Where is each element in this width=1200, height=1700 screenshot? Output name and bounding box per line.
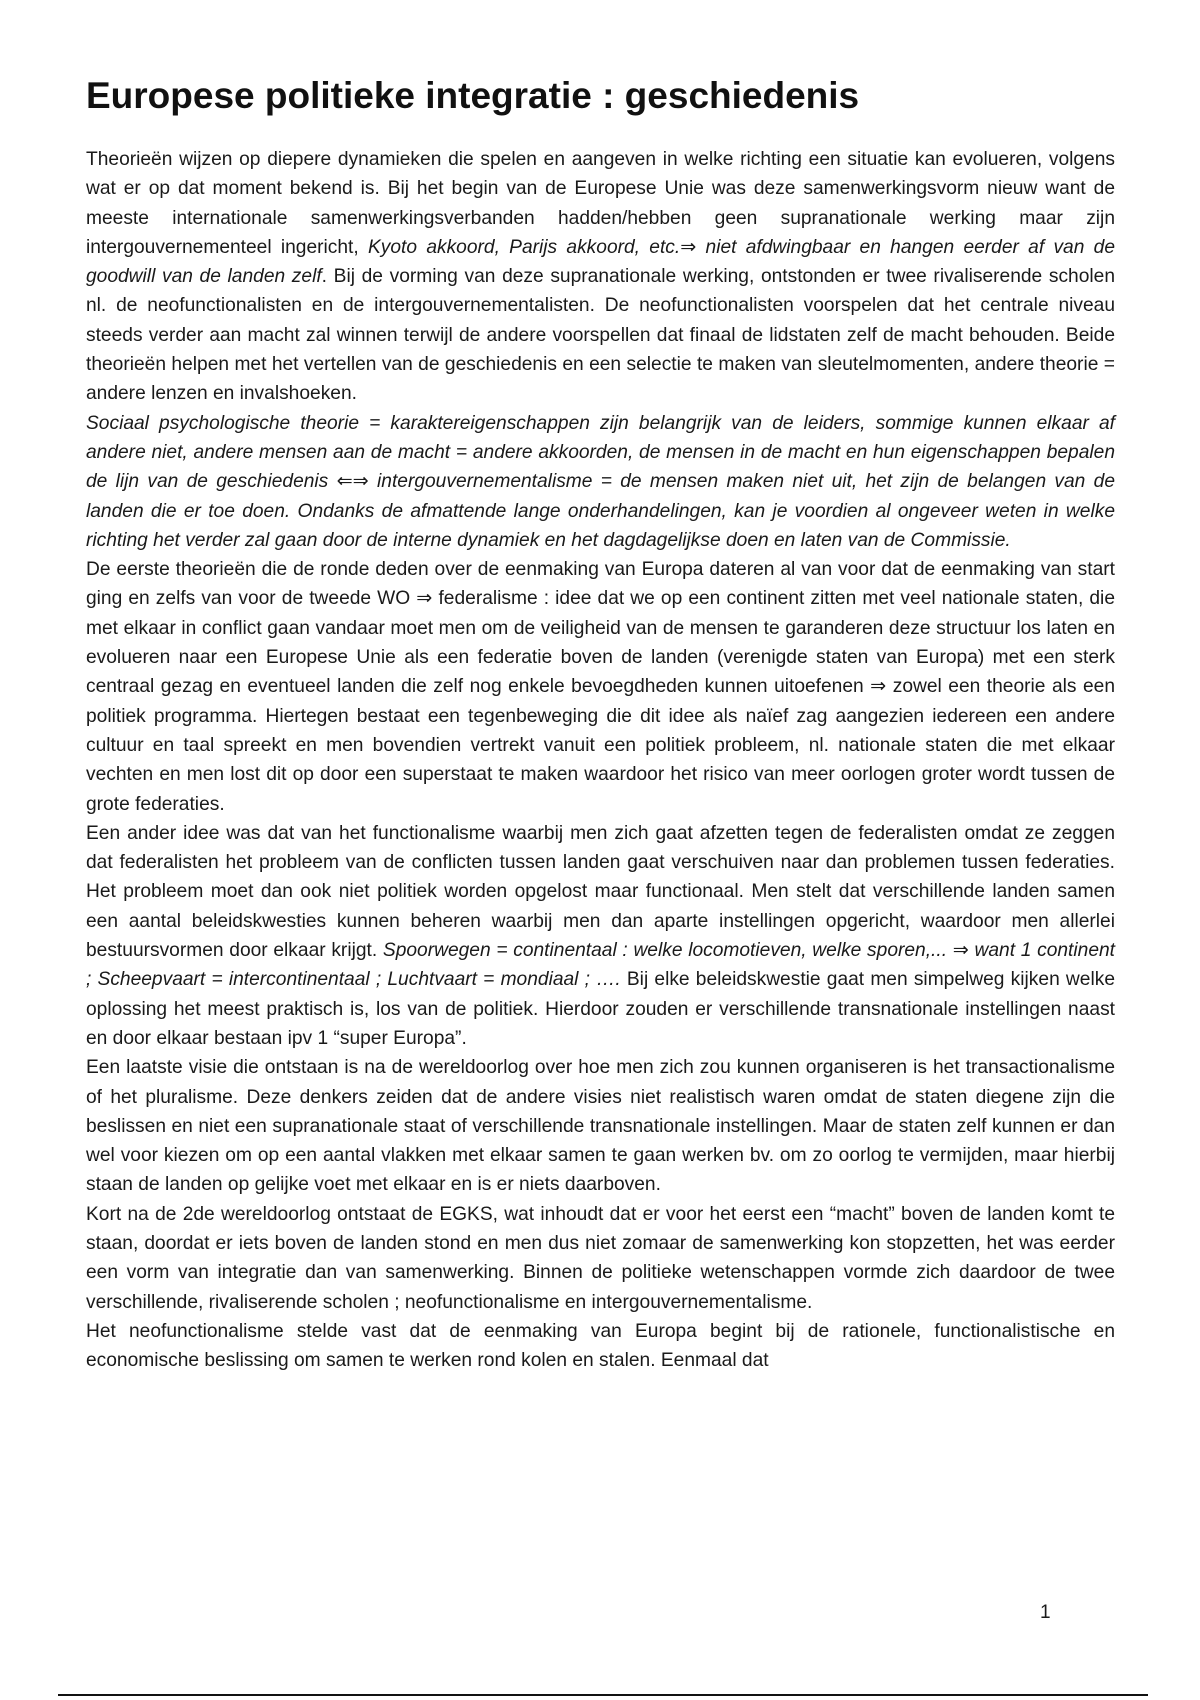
italic-run: Sociaal psychologische theorie = karaktereigenschappen zijn belangrijk van de leiders, sommige kunnen elkaar af andere niet, andere mensen aan de macht = andere akkoorden, de mensen in de macht en hun eigenschappen bepalen de lijn van de geschiedenis ⇐⇒ intergouvernementalisme = de mensen maken niet uit, het zijn de belangen van de landen die er toe doen. Ondanks de afmattende lange onderhandelingen, kan je voordien al ongeveer weten in welke richting het verder zal gaan door de interne dynamiek en het dagdagelijkse doen en laten van de Commissie. [86,412,1115,551]
paragraph [86,145,1115,409]
text-run: Een ander idee was dat van het functionalisme waarbij men zich gaat afzetten tegen de federalisten omdat ze zeggen dat federalisten het probleem van de conflicten tussen landen gaat verschuiven naar dan problemen tussen federaties. Het probleem moet dan ook niet politiek worden opgelost maar functionaal. Men stelt dat verschillende landen samen een aantal beleidskwesties kunnen beheren waarbij men dan aparte instellingen opgericht, waardoor men allerlei bestuursvormen door elkaar krijgt. [86,822,1115,962]
text-run: Het neofunctionalisme stelde vast dat de eenmaking van Europa begint bij de rationele, functionalistische en economische beslissing om samen te werken rond kolen en stalen. Eenmaal dat [86,1320,1115,1372]
text-run: De eerste theorieën die de ronde deden over de eenmaking van Europa dateren al van voor dat de eenmaking van start ging en zelfs van voor de tweede WO ⇒ federalisme : idee dat we op een continent zitten met veel nationale staten, die met elkaar in conflict gaan vandaar moet men om de veiligheid van de mensen te garanderen deze structuur los laten en evolueren naar een Europese Unie als een federatie boven de landen (verenigde staten van Europa) met een sterk centraal gezag en eventueel landen die zelf nog enkele bevoegdheden kunnen uitoefenen ⇒ zowel een theorie als een politiek programma. Hiertegen bestaat een tegenbeweging die dit idee als naïef zag aangezien iedereen een andere cultuur en taal spreekt en men bovendien vertrekt vanuit een politiek probleem, nl. nationale staten die met elkaar vechten en men lost dit op door een superstaat te maken waardoor het risico van meer oorlogen groter wordt tussen de grote federaties. [86,559,1115,815]
text-run: Bij elke beleidskwestie gaat men simpelweg kijken welke oplossing het meest praktisch is, los van de politiek. Hierdoor zouden er verschillende transnationale instellingen naast en door elkaar bestaan ipv 1 “super Europa”. [86,969,1115,1049]
paragraph [86,1053,1115,1199]
body-text [86,145,1115,1375]
paragraph [86,409,1115,555]
text-run: Theorieën wijzen op diepere dynamieken die spelen en aangeven in welke richting een situatie kan evolueren, volgens wat er op dat moment bekend is. Bij het begin van de Europese Unie was deze samenwerkingsvorm nieuw want de meeste internationale samenwerkingsverbanden hadden/hebben geen supranationale werking maar zijn intergouvernementeel ingericht, [86,149,1115,258]
footer-divider [58,1694,1148,1696]
text-run: Kort na de 2de wereldoorlog ontstaat de EGKS, wat inhoudt dat er voor het eerst een “macht” boven de landen komt te staan, doordat er iets boven de landen stond en men dus niet zomaar de samenwerking kon stopzetten, het was eerder een vorm van integratie dan van samenwerking. Binnen de politieke wetenschappen vormde zich daardoor de twee verschillende, rivaliserende scholen ; neofunctionalisme en intergouvernementalisme. [86,1203,1115,1313]
page-number: 1 [1040,1602,1051,1623]
paragraph [86,1317,1115,1376]
italic-run: Spoorwegen = continentaal : welke locomotieven, welke sporen,... ⇒ want 1 continent ; Scheepvaart = intercontinentaal ; Luchtvaart = mondiaal ; …. [86,940,1115,991]
text-run: Een laatste visie die ontstaan is na de wereldoorlog over hoe men zich zou kunnen organiseren is het transactionalisme of het pluralisme. Deze denkers zeiden dat de andere visies niet realistisch waren omdat de staten diegene zijn die beslissen en niet een supranationale staat of verschillende transnationale instellingen. Maar de staten zelf kunnen er dan wel voor kiezen om op een aantal vlakken met elkaar samen te gaan werken bv. om zo oorlog te vermijden, maar hierbij staan de landen op gelijke voet met elkaar en is er niets daarboven. [86,1057,1115,1196]
italic-run: Kyoto akkoord, Parijs akkoord, etc.⇒ niet afdwingbaar en hangen eerder af van de goodwill van de landen zelf [86,236,1115,288]
paragraph [86,1200,1115,1317]
text-run: . Bij de vorming van deze supranationale werking, ontstonden er twee rivaliserende scholen nl. de neofunctionalisten en de intergouvernementalisten. De neofunctionalisten voorspelen dat het centrale niveau steeds verder aan macht zal winnen terwijl de andere voorspellen dat finaal de lidstaten zelf de macht behouden. Beide theorieën helpen met het vertellen van de geschiedenis en een selectie te maken van sleutelmomenten, andere theorie = andere lenzen en invalshoeken. [86,266,1115,405]
page-title: Europese politieke integratie : geschiedenis [86,75,860,116]
paragraph [86,819,1115,1053]
paragraph [86,555,1115,819]
